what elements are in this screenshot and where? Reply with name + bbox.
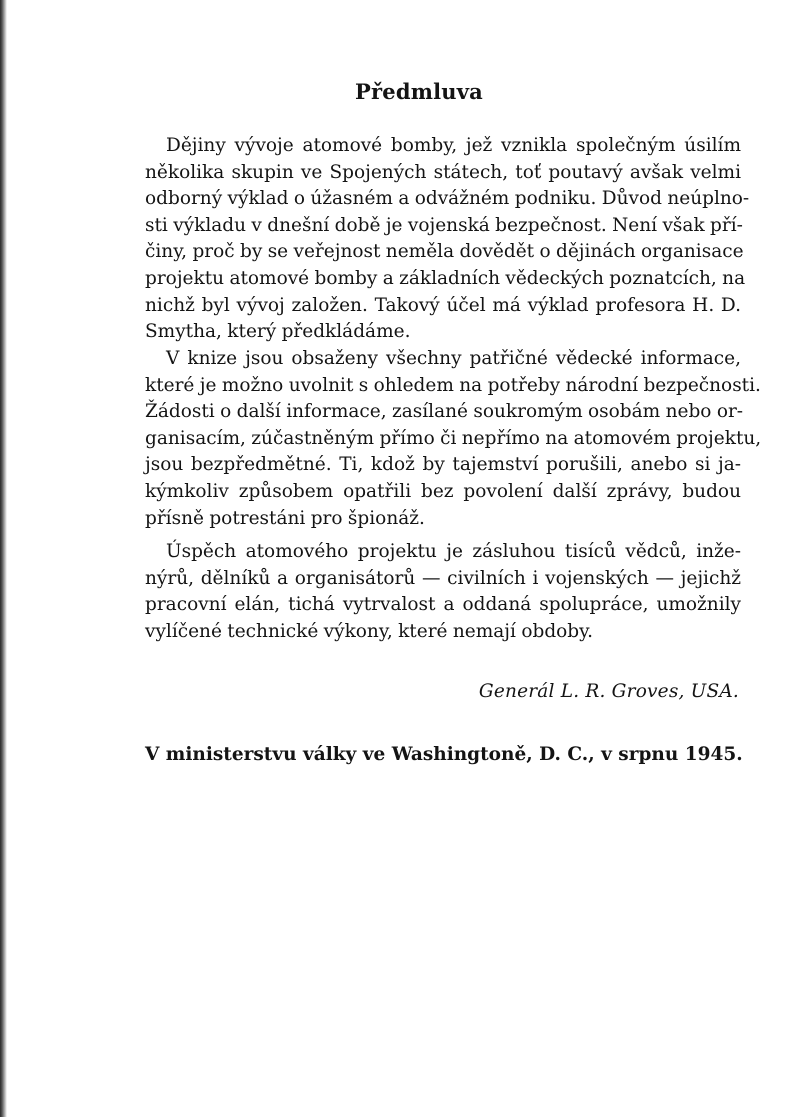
text-line: přísně potrestáni pro špionáž. <box>145 507 425 529</box>
page-title: Předmluva <box>355 79 483 104</box>
paragraph-2 <box>145 346 762 532</box>
text-line: ganisacím, zúčastněným přímo či nepřímo na atomovém projektu, <box>145 427 762 449</box>
text-line: projektu atomové bomby a základních vědeckých poznatcích, na <box>145 267 746 289</box>
text-line: pracovní elán, tichá vytrvalost a oddaná spolupráce, umožnily <box>145 594 741 616</box>
text-line: nýrů, dělníků a organisátorů — civilních i vojenských — jejichž <box>145 567 741 589</box>
paragraph-3 <box>145 539 741 645</box>
text-line: V knize jsou obsaženy všechny patřičné vědecké informace, <box>166 348 741 369</box>
page-edge <box>0 0 7 1117</box>
text-line: které je možno uvolnit s ohledem na potřeby národní bezpečnosti. <box>145 374 761 396</box>
text-line: odborný výklad o úžasném a odvážném podniku. Důvod neúplno- <box>145 188 750 210</box>
dateline: V ministerstvu války ve Washingtoně, D. C., v srpnu 1945. <box>145 744 743 765</box>
text-line: sti výkladu v dnešní době je vojenská bezpečnost. Není však pří- <box>145 214 743 236</box>
signature: Generál L. R. Groves, USA. <box>478 681 739 702</box>
text-line: jsou bezpředmětné. Ti, kdož by tajemství porušili, anebo si ja- <box>145 454 741 476</box>
text-line: několika skupin ve Spojených státech, toť poutavý avšak velmi <box>145 161 741 183</box>
text-line: kýmkoliv způsobem opatřili bez povolení další zprávy, budou <box>145 480 741 502</box>
text-line: nichž byl vývoj založen. Takový účel má výklad profesora H. D. <box>145 294 741 316</box>
text-line: Dějiny vývoje atomové bomby, jež vznikla společným úsilím <box>166 135 741 156</box>
text-line: vylíčené technické výkony, které nemají obdoby. <box>145 620 594 642</box>
paragraph-1 <box>145 133 750 346</box>
text-line: Žádosti o další informace, zasílané soukromým osobám nebo or- <box>145 401 744 423</box>
text-line: Úspěch atomového projektu je zásluhou tisíců vědců, inže- <box>166 541 741 562</box>
text-line: Smytha, který předkládáme. <box>145 321 411 343</box>
text-line: činy, proč by se veřejnost neměla dovědět o dějinách organisace <box>145 241 744 263</box>
